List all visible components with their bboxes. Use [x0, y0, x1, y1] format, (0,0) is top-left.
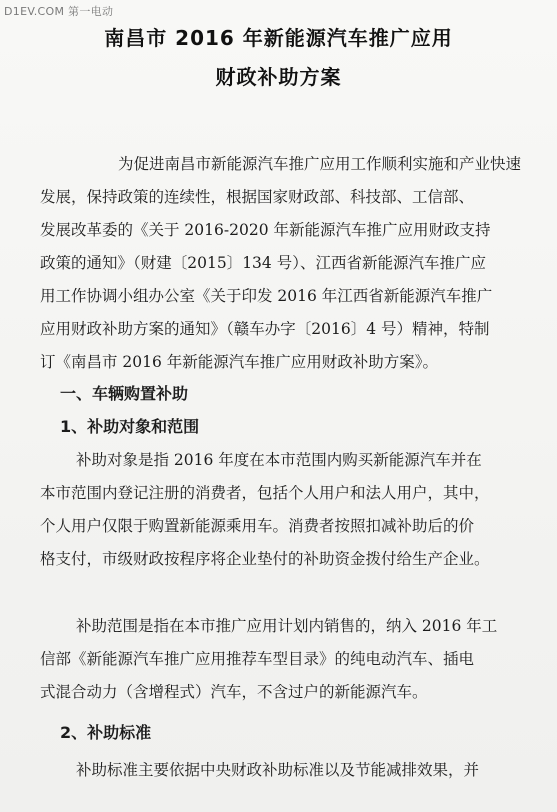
body-line: 补助范围是指在本市推广应用计划内销售的，纳入 2016 年工 — [76, 617, 498, 635]
body-line: 格支付，市级财政按程序将企业垫付的补助资金拨付给生产企业。 — [40, 550, 490, 568]
body-line: 为促进南昌市新能源汽车推广应用工作顺利实施和产业快速 — [118, 155, 522, 173]
body-line: 发展改革委的《关于 2016-2020 年新能源汽车推广应用财政支持 — [40, 221, 491, 239]
document-title-line-1: 南昌市 2016 年新能源汽车推广应用 — [104, 26, 453, 50]
body-line: 式混合动力（含增程式）汽车，不含过户的新能源汽车。 — [40, 683, 428, 701]
body-line: 政策的通知》（财建〔2015〕134 号）、江西省新能源汽车推广应 — [40, 254, 486, 272]
body-line: 订《南昌市 2016 年新能源汽车推广应用财政补助方案》。 — [40, 353, 439, 371]
body-line: 补助对象是指 2016 年度在本市范围内购买新能源汽车并在 — [76, 451, 482, 469]
body-line: 个人用户仅限于购置新能源乘用车。消费者按照扣减补助后的价 — [40, 517, 475, 535]
body-line: 信部《新能源汽车推广应用推荐车型目录》的纯电动汽车、插电 — [40, 650, 475, 668]
document-title-line-2: 财政补助方案 — [215, 65, 342, 89]
body-line: 用工作协调小组办公室《关于印发 2016 年江西省新能源汽车推广 — [40, 287, 493, 305]
subsection-heading: 2、补助标准 — [60, 723, 152, 742]
subsection-heading: 1、补助对象和范围 — [60, 417, 200, 436]
body-line: 发展，保持政策的连续性，根据国家财政部、科技部、工信部、 — [40, 188, 475, 206]
section-heading: 一、车辆购置补助 — [60, 384, 189, 403]
body-line: 应用财政补助方案的通知》（赣车办字〔2016〕4 号）精神，特制 — [40, 320, 490, 338]
site-watermark: D1EV.COM 第一电动 — [4, 5, 114, 18]
body-line: 本市范围内登记注册的消费者，包括个人用户和法人用户，其中， — [40, 484, 490, 502]
body-line: 补助标准主要依据中央财政补助标准以及节能减排效果，并 — [76, 761, 480, 779]
